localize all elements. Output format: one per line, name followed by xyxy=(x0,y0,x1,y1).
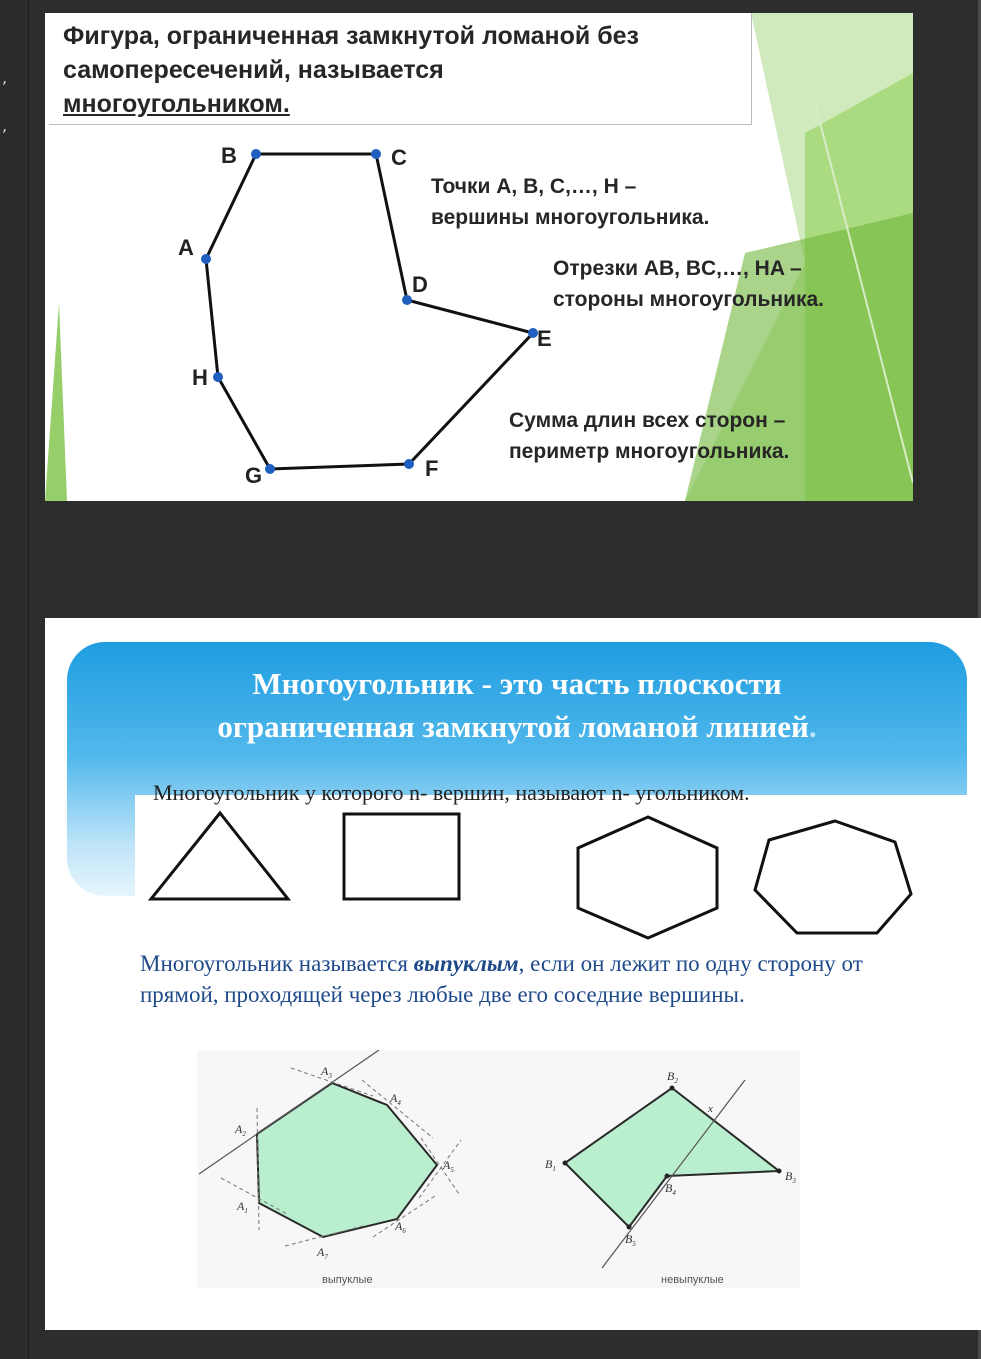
slide-polygon-types xyxy=(45,618,981,1330)
note-line: Отрезки AB, BC,…, HA – xyxy=(553,257,802,280)
vertex-label-d: D xyxy=(412,272,428,297)
svg-text:B2: $B_2$ xyxy=(667,1069,678,1085)
svg-text:A5: $A_5$ xyxy=(443,1158,454,1174)
banner-dot: . xyxy=(808,709,817,744)
svg-text:A7: $A_7$ xyxy=(317,1245,328,1261)
vertex-b-dot xyxy=(251,149,261,159)
green-decor-shape xyxy=(45,303,67,501)
title-line: Фигура, ограниченная замкнутой ломаной без xyxy=(63,22,639,50)
vertex-a-dot xyxy=(201,254,211,264)
vertex-c-dot xyxy=(371,149,381,159)
convex-text-part: Многоугольник называется xyxy=(140,951,414,976)
sides-note xyxy=(553,253,824,315)
convex-definition xyxy=(140,948,900,1010)
triangle-shape xyxy=(151,813,288,899)
vertex-label-e: E xyxy=(537,326,552,351)
gutter-mark: , xyxy=(2,116,8,135)
heptagon-shape xyxy=(755,821,911,933)
vertex-g-dot xyxy=(265,464,275,474)
svg-text:B1: $B_1$ xyxy=(545,1157,556,1173)
nonconvex-caption: невыпуклые xyxy=(661,1274,724,1286)
convex-heptagon xyxy=(257,1083,437,1237)
svg-text:A6: $A_6$ xyxy=(395,1219,406,1235)
vertex-label-c: C xyxy=(391,145,407,170)
svg-text:A2: $A_2$ xyxy=(235,1122,246,1138)
note-line: вершины многоугольника. xyxy=(431,206,710,229)
vertices-note xyxy=(431,171,709,233)
svg-text:A4: $A_4$ xyxy=(390,1091,401,1107)
convex-caption: выпуклые xyxy=(322,1274,373,1286)
svg-text:B5: $B_5$ xyxy=(625,1232,636,1248)
diagram-graphics xyxy=(197,1050,800,1288)
convex-text-part: , если он лежит по одну сторону от прямой, проходящей через любые две его соседние вершины. xyxy=(140,951,863,1007)
vertex-d-dot xyxy=(402,295,412,305)
vertex-h-dot xyxy=(213,372,223,382)
title-line: самопересечений, называется xyxy=(63,56,444,84)
vertex-label-g: G xyxy=(245,463,263,488)
title-term: многоугольником. xyxy=(63,90,290,118)
banner-line: Многоугольник - это часть плоскости xyxy=(252,666,782,701)
vertex-label-a: A xyxy=(178,235,194,260)
vertex-label-f: F xyxy=(425,456,439,481)
perimeter-note xyxy=(509,405,789,467)
banner-line: ограниченная замкнутой ломаной линией xyxy=(217,709,809,744)
nonconvex-pentagon xyxy=(565,1088,779,1227)
vertex-f-dot xyxy=(404,459,414,469)
gutter-mark: , xyxy=(2,68,8,87)
note-line: Точки A, B, C,…, H – xyxy=(431,175,637,198)
svg-text:B3: $B_3$ xyxy=(785,1169,796,1185)
hexagon-shape xyxy=(578,817,717,938)
square-shape xyxy=(344,814,459,899)
left-gutter xyxy=(0,0,29,1359)
slide-polygon-definition xyxy=(45,13,913,501)
note-line: стороны многоугольника. xyxy=(553,288,825,311)
intersection-label: x xyxy=(708,1103,713,1115)
svg-text:A1: $A_1$ xyxy=(237,1199,248,1215)
definition-title-box xyxy=(49,13,752,125)
convex-term: выпуклым xyxy=(413,951,519,976)
polygon-examples xyxy=(45,618,981,948)
n-gon-definition: Многоугольник у которого n- вершин, называют n- угольником. xyxy=(153,780,750,805)
note-line: Сумма длин всех сторон – xyxy=(509,409,786,432)
svg-text:A3: $A_3$ xyxy=(321,1064,332,1080)
svg-text:B4: $B_4$ xyxy=(665,1181,676,1197)
note-line: периметр многоугольника. xyxy=(509,440,790,463)
vertex-label-b: B xyxy=(221,143,237,168)
vertex-label-h: H xyxy=(192,365,208,390)
definition-title xyxy=(63,19,753,121)
convex-nonconvex-diagrams xyxy=(197,1050,800,1288)
